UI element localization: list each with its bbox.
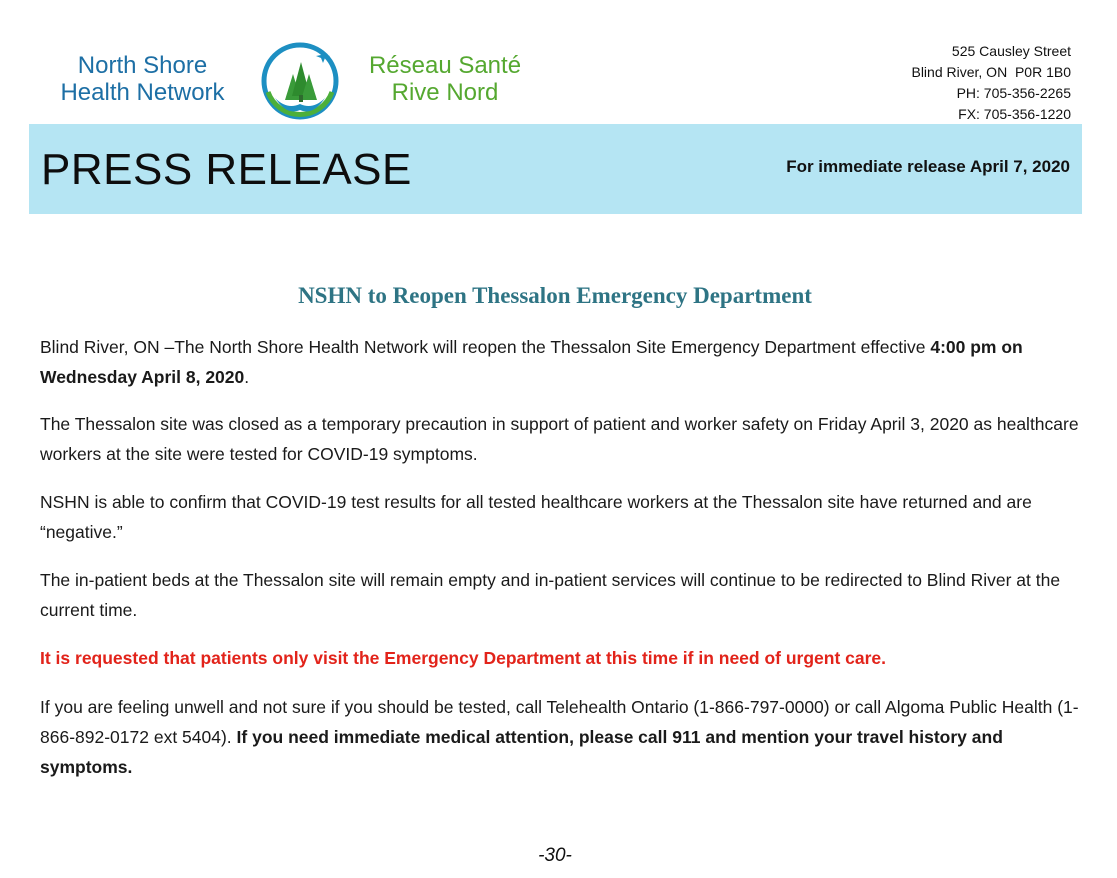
release-date: For immediate release April 7, 2020: [786, 157, 1070, 176]
banner-title: PRESS RELEASE: [41, 145, 412, 194]
paragraph-6-text: If you are feeling unwell and not sure if you should be tested, call Telehealth Ontario (1-866-797-0000) or call Algoma Public Health (1-866-892-0172 ext 5404).: [40, 697, 1079, 747]
org-name-english-line2: Health Network: [60, 79, 225, 106]
address-block: [911, 41, 1071, 125]
paragraph-1-bold: 4:00 pm on Wednesday April 8, 2020: [40, 337, 1023, 387]
urgent-care-notice: It is requested that patients only visit the Emergency Department at this time if in need of urgent care.: [40, 648, 887, 668]
paragraph-4: The in-patient beds at the Thessalon site will remain empty and in-patient services will continue to be redirected to Blind River at the current time.: [40, 570, 1061, 620]
trees-and-hands-logo-icon: [259, 40, 341, 122]
paragraph-1: [40, 332, 1080, 392]
paragraph-3: NSHN is able to confirm that COVID-19 test results for all tested healthcare workers at the Thessalon site have returned and are “negative.”: [40, 492, 1032, 542]
org-name-english: [40, 52, 245, 106]
address-fax: FX: 705-356-1220: [958, 106, 1071, 122]
org-name-english-line1: North Shore: [77, 52, 208, 79]
address-street: 525 Causley Street: [951, 43, 1071, 59]
paragraph-6: [40, 692, 1080, 782]
org-name-french: [352, 52, 538, 106]
press-release-banner: [29, 124, 1082, 214]
address-city: Blind River, ON P0R 1B0: [911, 64, 1071, 80]
paragraph-1-text: Blind River, ON –The North Shore Health Network will reopen the Thessalon Site Emergency Department effective: [40, 337, 931, 357]
paragraph-1-end: .: [244, 367, 250, 387]
org-name-french-line2: Rive Nord: [391, 79, 499, 106]
paragraph-6-bold: If you need immediate medical attention, please call 911 and mention your travel history and symptoms.: [40, 727, 1003, 777]
end-mark: -30-: [538, 845, 572, 866]
paragraph-2: The Thessalon site was closed as a temporary precaution in support of patient and worker safety on Friday April 3, 2020 as healthcare workers at the site were tested for COVID-19 symptoms.: [40, 414, 1079, 464]
address-phone: PH: 705-356-2265: [956, 85, 1071, 101]
article-headline: NSHN to Reopen Thessalon Emergency Department: [298, 283, 812, 308]
org-name-french-line1: Réseau Santé: [368, 52, 522, 79]
